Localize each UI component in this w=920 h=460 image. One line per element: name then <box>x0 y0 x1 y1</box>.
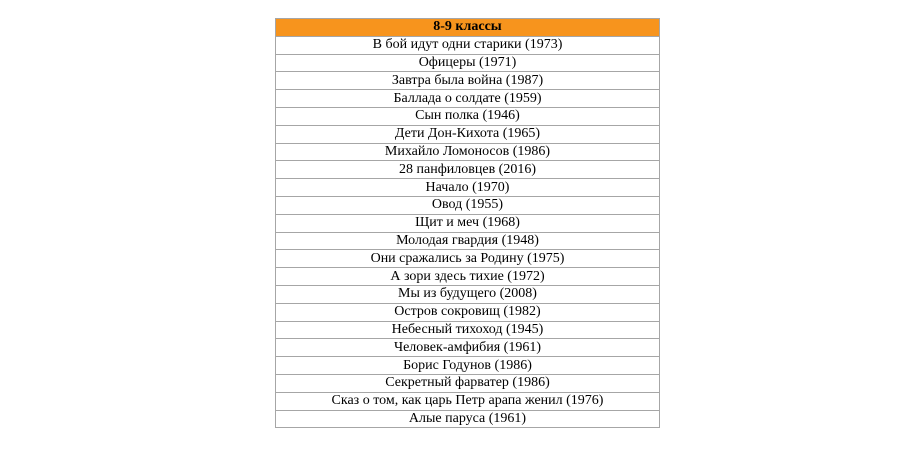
film-title-cell: Они сражались за Родину (1975) <box>276 250 660 268</box>
film-title-cell: Молодая гвардия (1948) <box>276 232 660 250</box>
film-rows <box>276 36 660 428</box>
table-row <box>276 232 660 250</box>
table-row <box>276 214 660 232</box>
film-title-cell: 28 панфиловцев (2016) <box>276 161 660 179</box>
film-title-cell: Остров сокровищ (1982) <box>276 303 660 321</box>
table-row <box>276 161 660 179</box>
film-title-cell: Офицеры (1971) <box>276 54 660 72</box>
film-title-cell: А зори здесь тихие (1972) <box>276 268 660 286</box>
table-row <box>276 357 660 375</box>
table-row <box>276 374 660 392</box>
grade-header: 8-9 классы <box>276 19 660 37</box>
film-title-cell: Человек-амфибия (1961) <box>276 339 660 357</box>
table-row <box>276 54 660 72</box>
film-title-cell: Начало (1970) <box>276 179 660 197</box>
table-row <box>276 90 660 108</box>
film-title-cell: Секретный фарватер (1986) <box>276 374 660 392</box>
film-title-cell: Баллада о солдате (1959) <box>276 90 660 108</box>
film-title-cell: Сын полка (1946) <box>276 107 660 125</box>
film-title-cell: Борис Годунов (1986) <box>276 357 660 375</box>
film-title-cell: Мы из будущего (2008) <box>276 285 660 303</box>
film-title-cell: Сказ о том, как царь Петр арапа женил (1976) <box>276 392 660 410</box>
table-row <box>276 107 660 125</box>
table-row <box>276 339 660 357</box>
table-row <box>276 36 660 54</box>
table-row <box>276 72 660 90</box>
table-row <box>276 250 660 268</box>
table-row <box>276 321 660 339</box>
table-row <box>276 285 660 303</box>
film-title-cell: Небесный тихоход (1945) <box>276 321 660 339</box>
film-title-cell: Михайло Ломоносов (1986) <box>276 143 660 161</box>
table-row <box>276 268 660 286</box>
film-title-cell: Дети Дон-Кихота (1965) <box>276 125 660 143</box>
film-title-cell: В бой идут одни старики (1973) <box>276 36 660 54</box>
film-title-cell: Алые паруса (1961) <box>276 410 660 428</box>
film-title-cell: Завтра была война (1987) <box>276 72 660 90</box>
film-title-cell: Щит и меч (1968) <box>276 214 660 232</box>
table-row <box>276 410 660 428</box>
table-row <box>276 143 660 161</box>
table-row <box>276 392 660 410</box>
table-header-row <box>276 19 660 37</box>
table-row <box>276 125 660 143</box>
table-row <box>276 303 660 321</box>
table-row <box>276 196 660 214</box>
table-row <box>276 179 660 197</box>
film-list-table <box>275 18 660 428</box>
film-title-cell: Овод (1955) <box>276 196 660 214</box>
